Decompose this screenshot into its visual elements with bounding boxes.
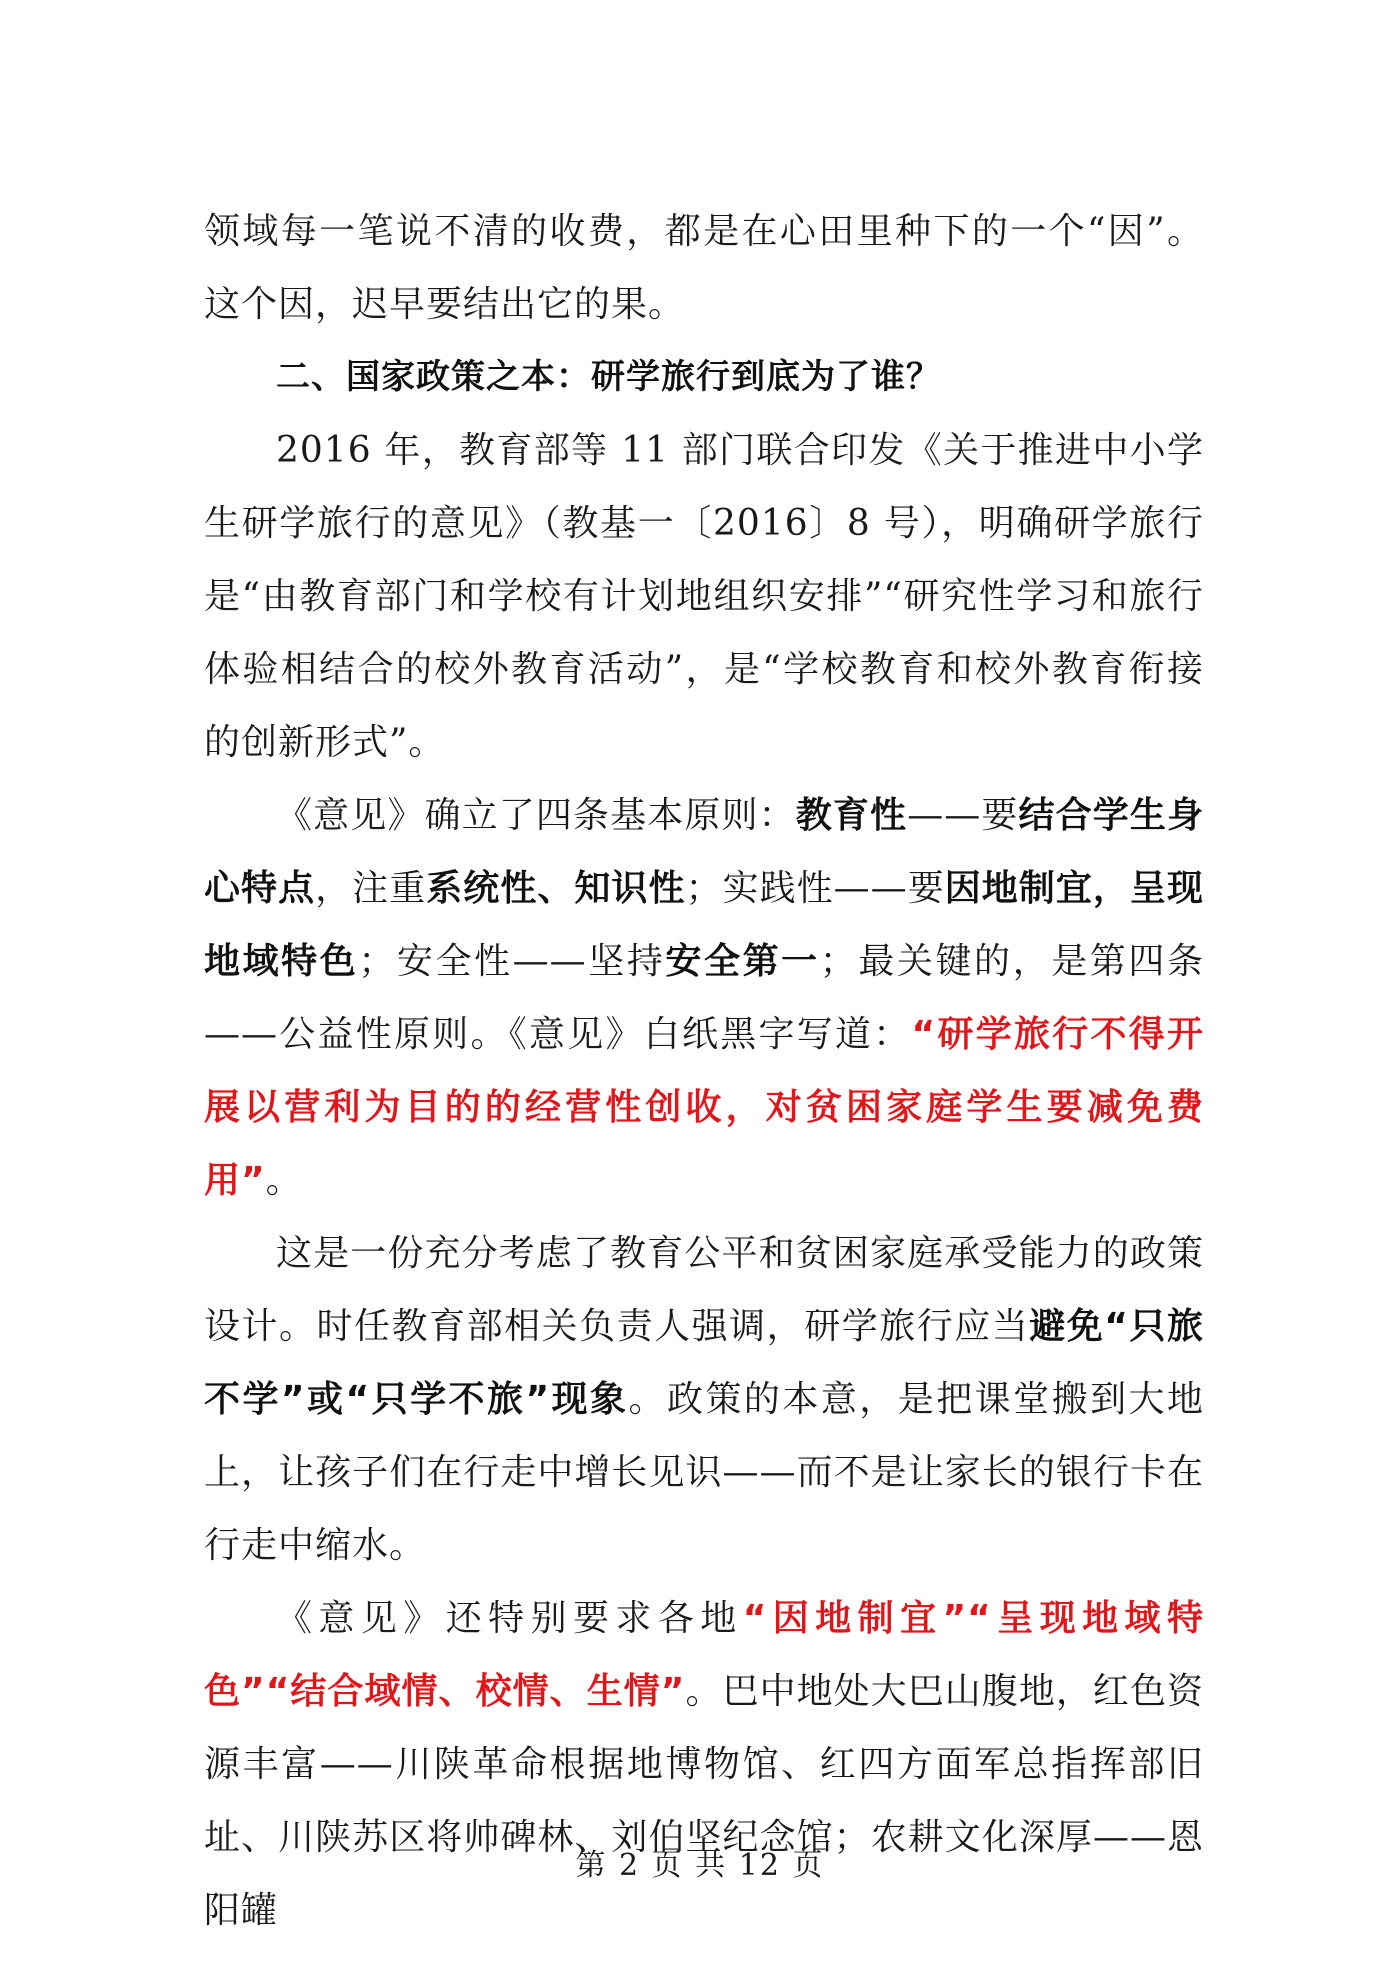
text-run: 2016 年，教育部等 11 部门联合印发《关于推进中小学生研学旅行的意见》（教基一〔2016〕8 号），明确研学旅行是“由教育部门和学校有计划地组织安排”“研究性学习和旅行体验相结合的校外教育活动”，是“学校教育和校外教育衔接的创新形式”。 <box>204 430 1204 763</box>
text-run: 《意见》还特别要求各地 <box>276 1598 743 1639</box>
text-run: 。 <box>265 1160 303 1201</box>
paragraph-continued-fee <box>204 195 1204 341</box>
text-run: ，注重 <box>315 868 427 909</box>
text-run: ——要 <box>907 795 1019 836</box>
paragraph-four-principles <box>204 779 1204 1217</box>
paragraph-local-resources <box>204 1582 1204 1947</box>
paragraph-policy-2016 <box>204 414 1204 779</box>
red-emphasis-text: “研学旅行不得开展以营利为目的的经营性创收，对贫困家庭学生要减免费用” <box>204 1014 1204 1201</box>
document-body <box>204 195 1204 1947</box>
bold-text: 安全第一 <box>665 941 820 982</box>
text-run: ；实践性——要 <box>685 868 945 909</box>
text-run: 领域每一笔说不清的收费，都是在心田里种下的一个“因”。这个因，迟早要结出它的果。 <box>204 211 1204 325</box>
section-heading: 二、国家政策之本：研学旅行到底为了谁？ <box>276 357 941 397</box>
bold-text: 避免“只旅不学”或“只学不旅”现象 <box>204 1306 1204 1420</box>
text-run: 。政策的本意，是把课堂搬到大地上，让孩子们在行走中增长见识——而不是让家长的银行卡在行走中缩水。 <box>204 1379 1204 1566</box>
page-number-footer: 第 2 页 共 12 页 <box>575 1848 825 1883</box>
bold-text: 系统性、知识性 <box>426 868 686 909</box>
text-run: ；安全性——坚持 <box>358 941 666 982</box>
bold-text: 结合学生身心特点 <box>204 795 1204 909</box>
bold-text: 教育性 <box>795 795 908 836</box>
text-run: 。巴中地处大巴山腹地，红色资源丰富——川陕革命根据地博物馆、红四方面军总指挥部旧址、川陕苏区将帅碑林、刘伯坚纪念馆；农耕文化深厚——恩阳罐 <box>204 1671 1204 1931</box>
text-run: ；最关键的，是第四条——公益性原则。《意见》白纸黑字写道： <box>204 941 1204 1055</box>
text-run: 这是一份充分考虑了教育公平和贫困家庭承受能力的政策设计。时任教育部相关负责人强调，研学旅行应当 <box>204 1233 1204 1347</box>
paragraph-policy-design <box>204 1217 1204 1582</box>
text-run: 《意见》确立了四条基本原则： <box>276 795 796 836</box>
bold-text: 因地制宜，呈现地域特色 <box>204 868 1204 982</box>
red-emphasis-text: “因地制宜”“呈现地域特色”“结合域情、校情、生情” <box>204 1598 1204 1712</box>
